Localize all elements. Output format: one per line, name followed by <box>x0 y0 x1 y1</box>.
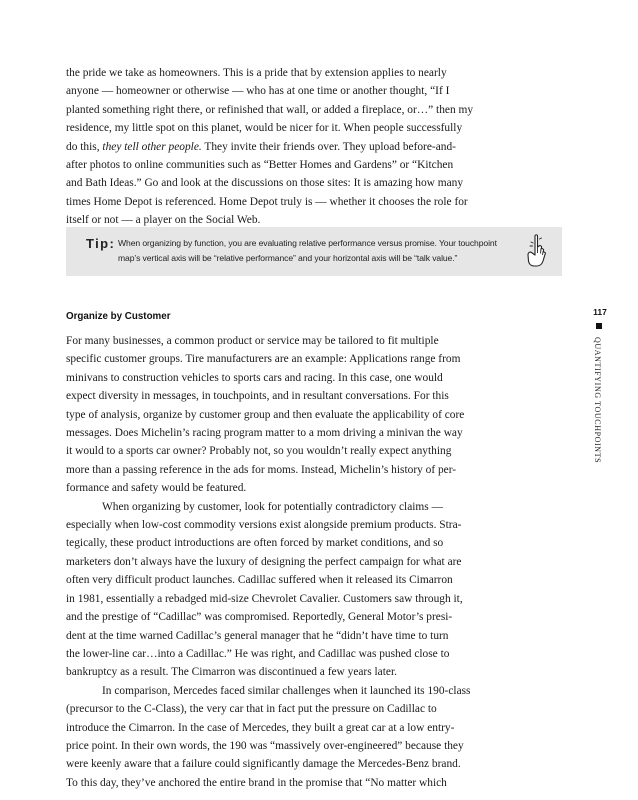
text-line: bankruptcy as a result. The Cimarron was discontinued a few years later. <box>66 666 397 679</box>
text-line: minivans to construction vehicles to sports cars and racing. In this case, one would <box>66 371 443 384</box>
emphasis-text: they tell other people. <box>102 140 202 153</box>
text-line: anyone — homeowner or otherwise — who has at one time or another thought, “If I <box>66 85 450 98</box>
text-line: often very difficult product launches. Cadillac suffered when it released its Cimarron <box>66 574 453 587</box>
text-line: (precursor to the C-Class), the very car that in fact put the pressure on Cadillac to <box>66 703 437 716</box>
text-line: To this day, they’ve anchored the entire brand in the promise that “No matter which <box>66 776 447 789</box>
intro-paragraph <box>66 64 562 230</box>
text-line: and the prestige of “Cadillac” was compromised. Reportedly, General Motor’s presi- <box>66 611 453 624</box>
text-run: They invite their friends over. They upload before-and- <box>201 140 456 153</box>
section-heading: Organize by Customer <box>66 311 171 322</box>
page-number: 117 <box>593 307 607 317</box>
text-line: planted something right there, or refinished that wall, or added a fireplace, or…” then my <box>66 103 474 116</box>
tip-text <box>118 236 528 266</box>
text-line: When organizing by customer, look for potentially contradictory claims — <box>102 500 443 513</box>
text-line <box>66 138 562 156</box>
tip-box <box>66 227 562 276</box>
text-line: times Home Depot is referenced. Home Depot truly is — whether it chooses the role for <box>66 195 468 208</box>
text-line: formance and safety would be featured. <box>66 482 247 495</box>
text-line: residence, my little spot on this planet, would be nicer for it. When people successfully <box>66 122 463 135</box>
pointing-hand-icon <box>524 233 550 271</box>
text-line: the pride we take as homeowners. This is a pride that by extension applies to nearly <box>66 67 447 79</box>
text-line: type of analysis, organize by customer group and then evaluate the applicability of core <box>66 408 465 421</box>
tip-line: map’s vertical axis will be “relative performance” and your horizontal axis will be “talk value.” <box>118 253 458 263</box>
text-line: itself or not — a player on the Social Web. <box>66 214 261 227</box>
tip-label: Tip: <box>86 236 116 251</box>
text-line: messages. Does Michelin’s racing program matter to a mom driving a minivan the way <box>66 427 463 440</box>
text-line: For many businesses, a common product or service may be tailored to fit multiple <box>66 335 439 347</box>
text-line: marketers don’t always have the luxury of designing the perfect campaign for what are <box>66 555 462 568</box>
text-line: the lower-line car…into a Cadillac.” He was right, and Cadillac was pushed close to <box>66 647 450 660</box>
text-line: in 1981, essentially a rebadged mid-size Chevrolet Cavalier. Customers saw through it, <box>66 592 463 605</box>
tip-line: When organizing by function, you are evaluating relative performance versus promise. Your touchpoint <box>118 238 497 248</box>
paragraph-customers <box>66 332 562 792</box>
text-line: after photos to online communities such as “Better Homes and Gardens” or “Kitchen <box>66 159 454 172</box>
text-line: specific customer groups. Tire manufacturers are an example: Applications range from <box>66 353 461 366</box>
text-line: expect diversity in messages, in touchpoints, and in resultant conversations. For this <box>66 390 449 403</box>
text-line: In comparison, Mercedes faced similar challenges when it launched its 190-class <box>102 684 471 697</box>
chapter-side-tab <box>588 307 612 487</box>
text-line: more than a passing reference in the ads for moms. Instead, Michelin’s history of per- <box>66 463 457 476</box>
text-line: it would to a sports car owner? Probably not, so you wouldn’t really expect anything <box>66 445 452 458</box>
running-head: QUANTIFYING TOUCHPOINTS <box>593 337 602 464</box>
text-line: introduce the Cimarron. In the case of Mercedes, they built a great car at a low entry- <box>66 721 455 734</box>
text-line: and Bath Ideas.” Go and look at the discussions on those sites: It is amazing how many <box>66 177 464 190</box>
square-bullet-icon <box>596 323 602 329</box>
text-line: tegically, these product introductions are often forced by market conditions, and so <box>66 537 444 550</box>
text-line: dent at the time warned Cadillac’s general manager that he “didn’t have time to turn <box>66 629 449 642</box>
text-line: price point. In their own words, the 190 was “massively over-engineered” because they <box>66 739 464 752</box>
text-line: especially when low-cost commodity versions exist alongside premium products. Stra- <box>66 519 462 532</box>
text-line: were keenly aware that a failure could significantly damage the Mercedes-Benz brand. <box>66 758 461 771</box>
text-run: do this, <box>66 140 103 153</box>
